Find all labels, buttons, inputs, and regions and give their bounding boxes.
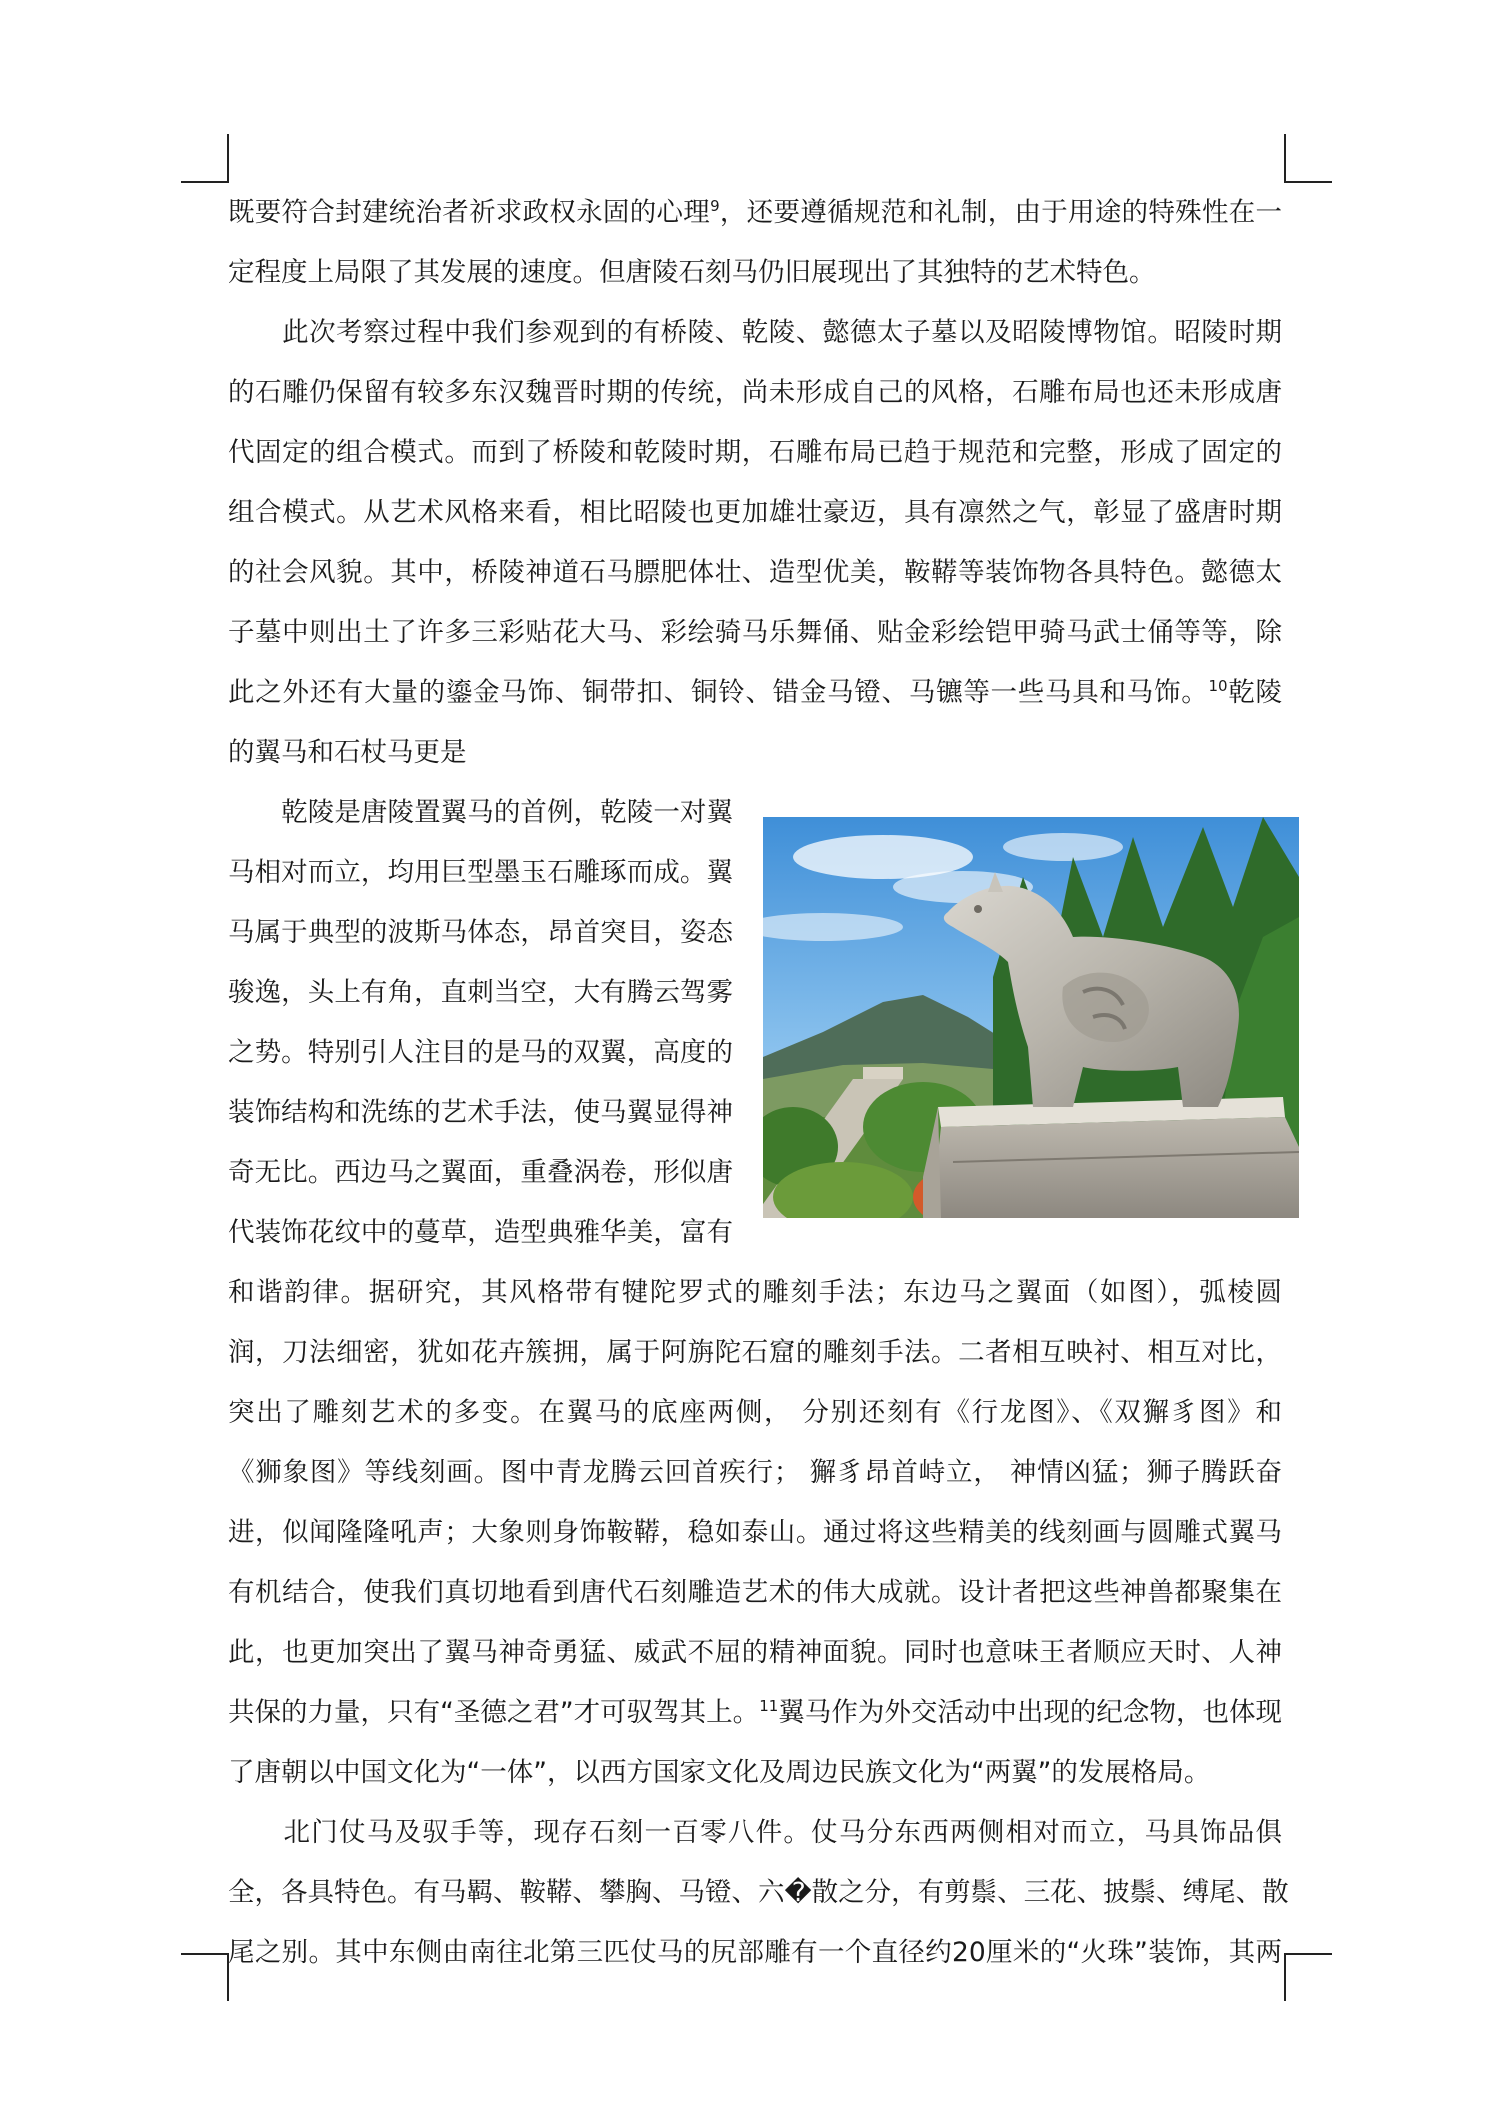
crop-mark-bottom-left-h	[181, 1953, 229, 1955]
text-line: 此，也更加突出了翼马神奇勇猛、威武不屈的精神面貌。同时也意味王者顺应天时、人神	[228, 1637, 1282, 1668]
text-line: 共保的力量，只有“圣德之君”才可驭驾其上。$^{11}$翼马作为外交活动中出现的纪念物，也体现	[228, 1697, 1282, 1728]
text-line: 组合模式。从艺术风格来看，相比昭陵也更加雄壮豪迈，具有凛然之气，彰显了盛唐时期	[228, 497, 1282, 528]
text-line: 有机结合，使我们真切地看到唐代石刻雕造艺术的伟大成就。设计者把这些神兽都聚集在	[228, 1577, 1282, 1608]
text-line: 的翼马和石杖马更是	[228, 737, 467, 768]
text-line: 马相对而立，均用巨型墨玉石雕琢而成。翼	[228, 857, 733, 888]
text-line: 此次考察过程中我们参观到的有桥陵、乾陵、懿德太子墓以及昭陵博物馆。昭陵时期	[228, 317, 1282, 348]
crop-mark-bottom-right-h	[1284, 1953, 1332, 1955]
text-line: 定程度上局限了其发展的速度。但唐陵石刻马仍旧展现出了其独特的艺术特色。	[228, 257, 1156, 288]
text-line: 突出了雕刻艺术的多变。在翼马的底座两侧， 分别还刻有《行龙图》、《双獬豸图》和	[228, 1397, 1282, 1428]
crop-mark-top-right-v	[1284, 134, 1286, 182]
text-line: 的社会风貌。其中，桥陵神道石马膘肥体壮、造型优美，鞍鞯等装饰物各具特色。懿德太	[228, 557, 1282, 588]
text-line: 和谐韵律。据研究，其风格带有犍陀罗式的雕刻手法；东边马之翼面（如图），弧棱圆	[228, 1277, 1282, 1308]
text-line: 此之外还有大量的鎏金马饰、铜带扣、铜铃、错金马镫、马镳等一些马具和马饰。$^{10}$乾陵	[228, 677, 1282, 708]
text-line: 乾陵是唐陵置翼马的首例，乾陵一对翼	[228, 797, 733, 828]
text-line: 之势。特别引人注目的是马的双翼，高度的	[228, 1037, 733, 1068]
text-line: 子墓中则出土了许多三彩贴花大马、彩绘骑马乐舞俑、贴金彩绘铠甲骑马武士俑等等，除	[228, 617, 1282, 648]
winged-horse-photo	[763, 817, 1299, 1218]
crop-mark-top-left-v	[227, 134, 229, 182]
crop-mark-top-left-h	[181, 181, 229, 183]
text-line: 奇无比。西边马之翼面，重叠涡卷，形似唐	[228, 1157, 733, 1188]
text-line: 装饰结构和洗练的艺术手法，使马翼显得神	[228, 1097, 733, 1128]
text-line: 《狮象图》等线刻画。图中青龙腾云回首疾行； 獬豸昂首峙立， 神情凶猛；狮子腾跃奋	[228, 1457, 1282, 1488]
text-line: 的石雕仍保留有较多东汉魏晋时期的传统，尚未形成自己的风格，石雕布局也还未形成唐	[228, 377, 1282, 408]
winged-horse-image	[763, 817, 1299, 1218]
footnote-ref[interactable]: 9	[710, 197, 720, 216]
text-line: 进，似闻隆隆吼声；大象则身饰鞍鞯，稳如泰山。通过将这些精美的线刻画与圆雕式翼马	[228, 1517, 1282, 1548]
text-line: 骏逸，头上有角，直刺当空，大有腾云驾雾	[228, 977, 733, 1008]
crop-mark-bottom-right-v	[1284, 1953, 1286, 2001]
text-line: 既要符合封建统治者祈求政权永固的心理$^9$，还要遵循规范和礼制，由于用途的特殊性在一	[228, 197, 1283, 228]
footnote-ref[interactable]: 10	[1208, 677, 1228, 696]
crop-mark-top-right-h	[1284, 181, 1332, 183]
paragraph-4	[228, 1803, 1289, 1983]
text-line: 了唐朝以中国文化为“一体”，以西方国家文化及周边民族文化为“两翼”的发展格局。	[228, 1757, 1211, 1788]
text-line: 尾之别。其中东侧由南往北第三匹仗马的尻部雕有一个直径约20厘米的“火珠”装饰，其两	[228, 1937, 1282, 1968]
footnote-ref[interactable]: 11	[759, 1697, 779, 1716]
text-line: 代装饰花纹中的蔓草，造型典雅华美，富有	[228, 1217, 733, 1248]
text-line: 马属于典型的波斯马体态，昂首突目，姿态	[228, 917, 733, 948]
text-line: 北门仗马及驭手等，现存石刻一百零八件。仗马分东西两侧相对而立，马具饰品俱	[228, 1817, 1282, 1848]
text-line: 全，各具特色。有马羁、鞍鞯、攀胸、马镫、六�散之分，有剪鬃、三花、披鬃、缚尾、散	[228, 1877, 1289, 1908]
paragraph-3-wrap	[228, 783, 733, 1263]
paragraph-1	[228, 183, 1282, 303]
paragraph-2	[228, 303, 1282, 783]
text-line: 代固定的组合模式。而到了桥陵和乾陵时期，石雕布局已趋于规范和完整，形成了固定的	[228, 437, 1282, 468]
paragraph-3	[228, 1263, 1282, 1803]
text-line: 润，刀法细密，犹如花卉簇拥，属于阿旃陀石窟的雕刻手法。二者相互映衬、相互对比，	[228, 1337, 1282, 1368]
